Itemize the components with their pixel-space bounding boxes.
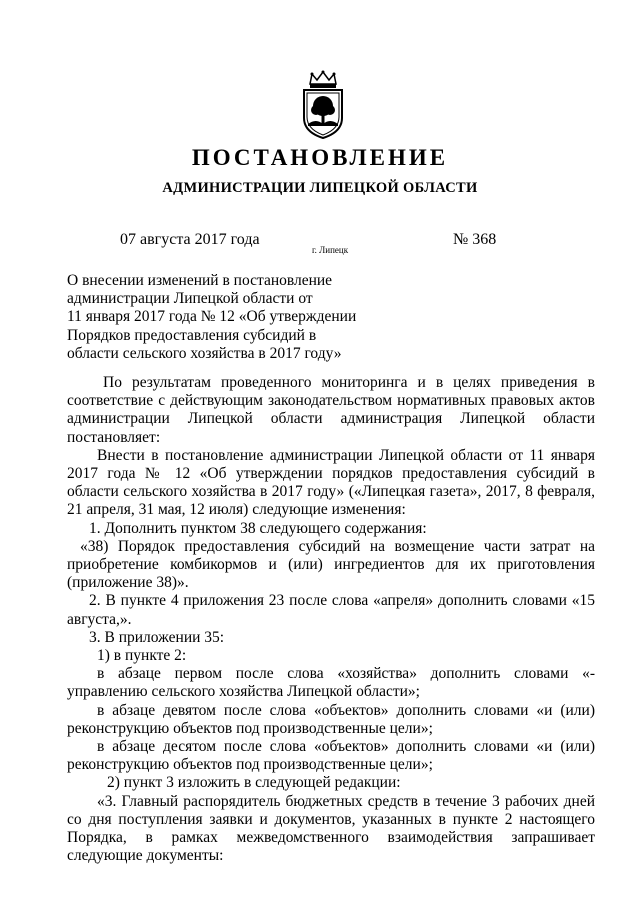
paragraph: По результатам проведенного мониторинга и в целях приведения в соответствие с действующим законодательством нормативных правовых актов администрации Липецкой области администрация Липецкой области постановляет: xyxy=(67,374,595,446)
paragraph: 2) пункт 3 изложить в следующей редакции: xyxy=(107,774,401,792)
paragraph: в абзаце девятом после слова «объектов» дополнить словами «и (или) реконструкцию объектов под производственные цели»; xyxy=(67,701,595,737)
paragraph: 1. Дополнить пунктом 38 следующего содержания: xyxy=(89,519,427,537)
document-title: ПОСТАНОВЛЕНИЕ xyxy=(191,145,449,170)
document-body xyxy=(67,374,595,865)
document-subtitle: АДМИНИСТРАЦИИ ЛИПЕЦКОЙ ОБЛАСТИ xyxy=(162,180,478,196)
paragraph: 3. В приложении 35: xyxy=(89,628,225,646)
paragraph: «38) Порядок предоставления субсидий на возмещение части затрат на приобретение комбикормов и (или) ингредиентов для их приготовления (приложение 38)». xyxy=(67,537,595,592)
paragraph: 1) в пункте 2: xyxy=(97,647,187,665)
document-date: 07 августа 2017 года xyxy=(120,231,260,248)
document-number: № 368 xyxy=(453,231,497,248)
coat-of-arms-icon xyxy=(298,70,348,140)
paragraph: «3. Главный распорядитель бюджетных средств в течение 3 рабочих дней со дня поступления заявки и документов, указанных в пункте 2 настоящего Порядка, в рамках межведомственного взаимодействия запрашивает следующие документы: xyxy=(67,792,595,865)
paragraph: в абзаце десятом после слова «объектов» дополнить словами «и (или) реконструкцию объектов под производственные цели»; xyxy=(67,738,595,774)
subject-line: О внесении изменений в постановление xyxy=(67,272,333,289)
paragraph: Внести в постановление администрации Липецкой области от 11 января 2017 года № 12 «Об утверждении порядков предоставления субсидий в области сельского хозяйства в 2017 году» («Липецкая газета», 2017, 8 февраля, 21 апреля, 31 мая, 12 июля) следующие изменения: xyxy=(67,446,595,519)
subject-line: Порядков предоставления субсидий в xyxy=(67,326,317,344)
paragraph: в абзаце первом после слова «хозяйства» дополнить словами «- управлению сельского хозяйства Липецкой области»; xyxy=(67,665,595,701)
subject-line: администрации Липецкой области от xyxy=(67,290,313,308)
document-city: г. Липецк xyxy=(312,245,349,255)
subject-line: области сельского хозяйства в 2017 году» xyxy=(67,344,342,362)
paragraph: 2. В пункте 4 приложения 23 после слова «апреля» дополнить словами «15 августа,». xyxy=(67,592,595,628)
subject-line: 11 января 2017 года № 12 «Об утверждении xyxy=(67,308,357,326)
document-subject xyxy=(67,272,367,363)
